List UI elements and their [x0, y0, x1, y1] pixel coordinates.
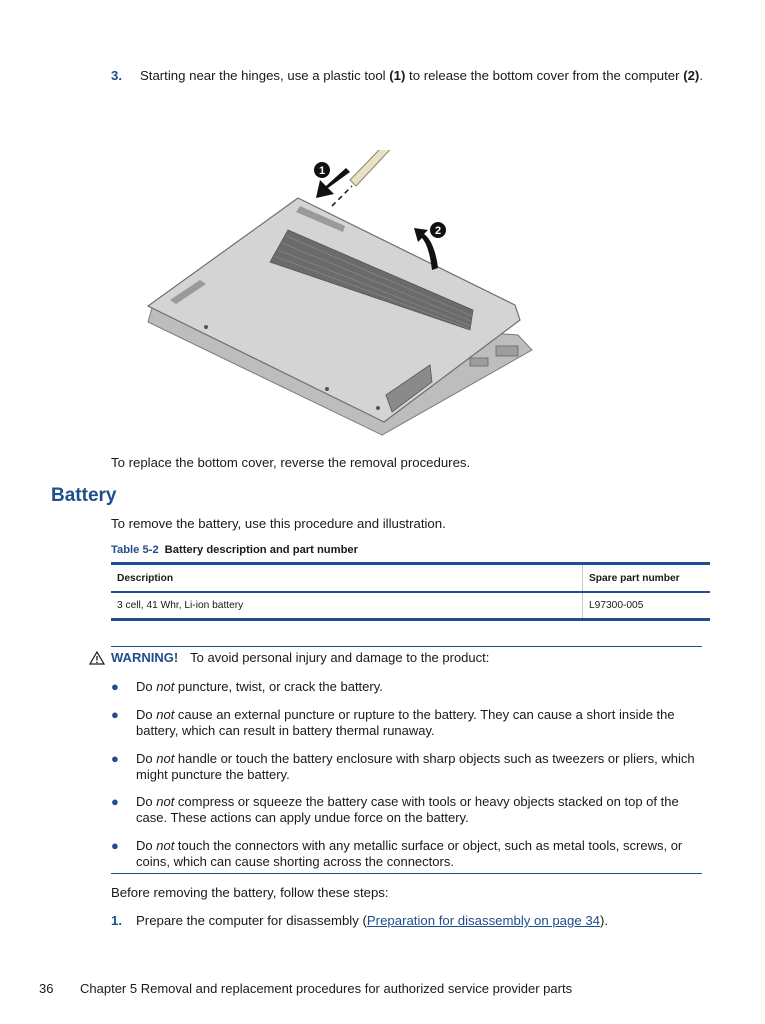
item-text: Do	[136, 751, 157, 766]
callout-2-label: 2	[434, 225, 442, 237]
bullet-icon: ●	[111, 707, 119, 722]
warning-item	[111, 679, 711, 695]
item-text: Do	[136, 707, 157, 722]
item-text: Do	[136, 838, 157, 853]
warning-header	[89, 650, 489, 665]
step-3	[111, 68, 703, 83]
step-1	[111, 913, 608, 928]
cell-part-number: L97300-005	[583, 592, 711, 620]
item-emphasis: not	[156, 838, 175, 853]
bullet-icon: ●	[111, 794, 119, 809]
column-header-description: Description	[111, 564, 583, 593]
callout-ref-2: (2)	[683, 68, 700, 83]
item-text: handle or touch the battery enclosure with sharp objects such as tweezers or pliers, which might puncture the battery.	[136, 751, 695, 782]
bullet-icon: ●	[111, 751, 119, 766]
warning-item	[111, 751, 711, 783]
step-text-part: to release the bottom cover from the computer	[405, 68, 684, 83]
warning-text: To avoid personal injury and damage to the product:	[190, 650, 490, 665]
page-number: 36	[39, 981, 54, 996]
intro-instruction: To remove the battery, use this procedure and illustration.	[111, 516, 446, 531]
item-text: Do	[136, 679, 157, 694]
table-title: Battery description and part number	[164, 544, 359, 556]
table-row	[111, 592, 710, 620]
step-text-part: ).	[600, 913, 609, 928]
table-header-row	[111, 564, 710, 593]
column-header-part-number: Spare part number	[583, 564, 711, 593]
callout-1-label: 1	[318, 165, 326, 177]
item-text: touch the connectors with any metallic surface or object, such as metal tools, screws, or coins, which can cause shorting across the connectors.	[136, 838, 683, 869]
item-text: puncture, twist, or crack the battery.	[174, 679, 383, 694]
item-text: compress or squeeze the battery case with tools or heavy objects stacked on top of the case. These actions can apply undue force on the battery.	[136, 794, 679, 825]
step-number: 1.	[111, 913, 122, 928]
warning-item	[111, 838, 711, 870]
bullet-icon: ●	[111, 838, 119, 853]
warning-bottom-rule	[111, 873, 702, 874]
replace-instruction: To replace the bottom cover, reverse the removal procedures.	[111, 455, 471, 470]
warning-top-rule	[111, 646, 702, 647]
chapter-footer: Chapter 5 Removal and replacement procedures for authorized service provider parts	[80, 981, 573, 996]
callout-ref-1: (1)	[389, 68, 406, 83]
step-number: 3.	[111, 68, 122, 83]
cell-description: 3 cell, 41 Whr, Li-ion battery	[111, 592, 583, 620]
laptop-bottom-cover	[148, 198, 532, 435]
warning-item	[111, 794, 711, 826]
table-number: Table 5-2	[111, 544, 159, 556]
battery-parts-table	[111, 562, 710, 621]
item-emphasis: not	[156, 707, 175, 722]
step-text-part: .	[699, 68, 703, 83]
item-emphasis: not	[156, 794, 175, 809]
before-instruction: Before removing the battery, follow these steps:	[111, 885, 389, 900]
warning-triangle-icon	[89, 651, 105, 665]
bullet-icon: ●	[111, 679, 119, 694]
bottom-cover-removal-illustration	[140, 150, 540, 440]
item-text: cause an external puncture or rupture to the battery. They can cause a short inside the battery, which can result in battery thermal runaway.	[136, 707, 675, 738]
step-text-part: Prepare the computer for disassembly (	[136, 913, 367, 928]
warning-item	[111, 707, 711, 739]
section-title: Battery	[51, 485, 117, 506]
item-text: Do	[136, 794, 157, 809]
preparation-link[interactable]: Preparation for disassembly on page 34	[366, 913, 601, 928]
item-emphasis: not	[156, 679, 175, 694]
table-caption	[111, 544, 358, 556]
warning-label: WARNING!	[111, 650, 179, 665]
item-emphasis: not	[156, 751, 175, 766]
step-text-part: Starting near the hinges, use a plastic tool	[140, 68, 390, 83]
plastic-tool-icon	[332, 150, 414, 206]
